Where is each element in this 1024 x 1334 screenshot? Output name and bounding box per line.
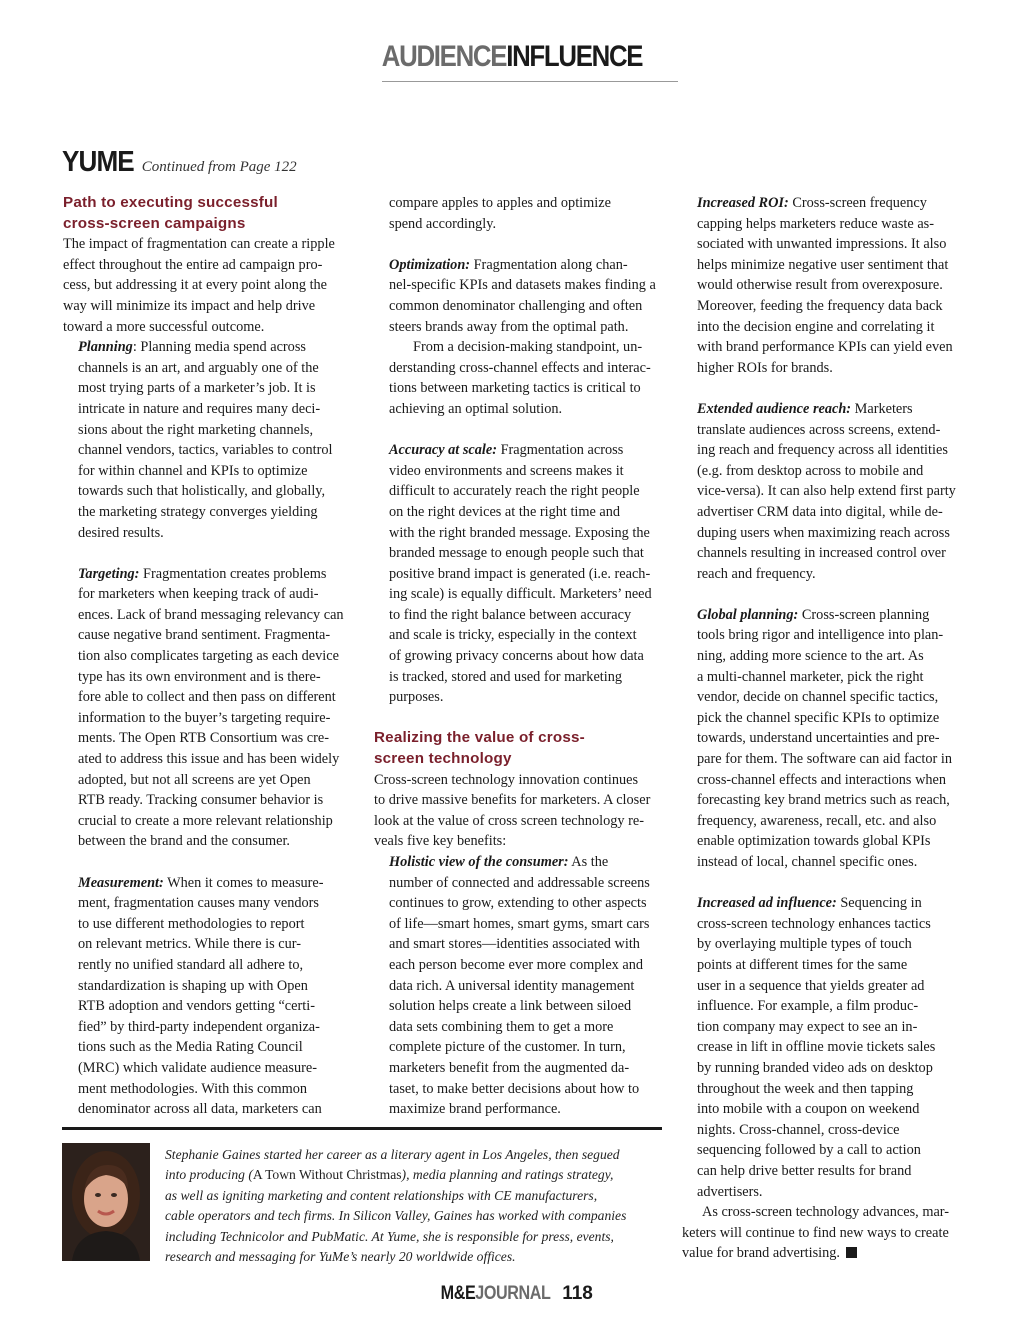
closing-paragraph: As cross-screen technology advances, mar- keters will continue to find new ways to create value for brand advertising. — [682, 1204, 950, 1262]
planning-paragraph: Planning: Planning media spend across channels is an art, and arguably one of the most trying parts of a marketer’s job. It is intricate in nature and requires many deci- sions about the right marketing channels, channel vendors, tactics, variables to control for within channel and KPIs to optimize towards such that holistically, and globally, the marketing strategy converges yielding desired results. — [78, 339, 333, 541]
global-paragraph: Global planning: Cross-screen planning tools bring rigor and intelligence into plan- ning, adding more science to the art. As a multi-channel marketer, pick the right vendor, decide on channel specific tactics, pick the channel specific KPIs to optimize towards, understand uncertainties and pre- pare for them. The software can aid factor in cross-channel effects and interactions when forecasting key brand metrics such as reach, frequency, awareness, recall, etc. and also enable optimization towards global KPIs instead of local, channel specific ones. — [697, 606, 952, 870]
column-3 — [682, 193, 982, 1264]
intro-paragraph: The impact of fragmentation can create a ripple effect throughout the entire ad campaign pro- cess, but addressing it at every point along the way will minimize its impact and help drive toward a more successful outcome. — [63, 236, 335, 335]
continued-note: Continued from Page 122 — [141, 159, 297, 175]
bio-divider — [62, 1127, 662, 1130]
author-bio: Stephanie Gaines started her career as a literary agent in Los Angeles, then segued into producing (A Town Without Christmas), media planning and ratings strategy, as well as igniting marketing and content relationships with CE manufacturers, cable operators and tech firms. In Silicon Valley, Gaines has worked with companies including Technicolor and PubMatic. At Yume, she is responsible for press, events, research and messaging for YuMe’s nearly 20 worldwide offices. — [165, 1147, 627, 1265]
end-mark-icon — [846, 1247, 857, 1258]
realizing-paragraph: Cross-screen technology innovation continues to drive massive benefits for marketers. A closer look at the value of cross screen technology re- veals five key benefits: — [374, 771, 651, 850]
masthead-rule — [382, 81, 678, 82]
masthead-audience: AUDIENCE — [381, 40, 507, 73]
company-name: YUME — [62, 146, 134, 178]
measurement-paragraph: Measurement: When it comes to measure- ment, fragmentation causes many vendors to use different methodologies to report on relevant metrics. While there is cur- rently no unified standard all adhere to, standardization is shaping up with Open RTB adoption and vendors getting “certi- fied” by third-party independent organiza- tions such as the Media Rating Council (MRC) which validate audience measure- ment methodologies. With this common denominator across all data, marketers can — [78, 874, 324, 1118]
section-heading: Path to executing successful cross-screen campaigns — [63, 194, 278, 232]
page-footer — [0, 1283, 1024, 1305]
masthead — [72, 40, 953, 74]
accuracy-paragraph: Accuracy at scale: Fragmentation across video environments and screens makes it difficult to accurately reach the right people on the right devices at the right time and with the right branded message. Exposing the branded message to enough people such that positive brand impact is generated (i.e. reach- ing scale) is equally difficult. Marketers’ need to find the right balance between accuracy and scale is tricky, especially in the context of growing privacy concerns about how data is tracked, stored and used for marketing purposes. — [389, 442, 652, 706]
roi-paragraph: Increased ROI: Cross-screen frequency capping helps marketers reduce waste as- sociated with unwanted impressions. It also helps minimize negative user sentiment that would otherwise result from overexposure. Moreover, feeding the frequency data back into the decision engine and correlating it with brand performance KPIs can yield even higher ROIs for brands. — [697, 195, 953, 376]
column-2 — [374, 193, 666, 1120]
optimization-paragraph: Optimization: Fragmentation along chan- nel-specific KPIs and datasets makes finding a common denominator challenging and often steers brands away from the optimal path. — [389, 256, 656, 335]
holistic-paragraph: Holistic view of the consumer: As the number of connected and addressable screens continues to grow, extending to other aspects of life—smart homes, smart gyms, smart cars and smart stores—identities associated with each person become ever more complex and data rich. A universal identity management solution helps create a link between siloed data sets combining them to get a more complete picture of the customer. In turn, marketers benefit from the augmented da- taset, to make better decisions about how to maximize brand performance. — [389, 854, 650, 1118]
masthead-influence: INFLUENCE — [506, 40, 643, 73]
author-photo — [62, 1143, 150, 1261]
page-number: 118 — [562, 1283, 593, 1304]
targeting-paragraph: Targeting: Fragmentation creates problems for marketers when keeping track of audi- ences. Lack of brand messaging relevancy can cause negative brand sentiment. Fragmenta- tion also complicates targeting as each device type has its own environment and is there- fore able to collect and then pass on different information to the buyer’s targeting require- ments. The Open RTB Consortium was cre- ated to address this issue and has been widely adopted, but not all screens are yet Open RTB ready. Tracking consumer behavior is crucial to create a more relevant relationship between the brand and the consumer. — [78, 565, 344, 850]
reach-paragraph: Extended audience reach: Marketers translate audiences across screens, extend- ing reach and frequency across all identities (e.g. from desktop across to mobile and vice-versa). It can also help extend first party advertiser CRM data into digital, while de- duping users when maximizing reach across channels resulting in increased control over reach and frequency. — [697, 400, 956, 582]
author-portrait-icon — [62, 1143, 150, 1261]
continued-paragraph: compare apples to apples and optimize spend accordingly. — [389, 195, 611, 232]
journal-name: M&EJOURNAL — [440, 1283, 551, 1304]
column-1 — [63, 193, 363, 1120]
decision-paragraph: From a decision-making standpoint, un- derstanding cross-channel effects and interac- tions between marketing tactics is critical to achieving an optimal solution. — [389, 339, 651, 417]
ad-influence-paragraph: Increased ad influence: Sequencing in cross-screen technology enhances tactics by overlaying multiple types of touch points at different times for the same user in a sequence that yields greater ad influence. For example, a film produc- tion company may expect to see an in- crease in lift in offline movie tickets sales by running branded video ads on desktop throughout the week and then tapping into mobile with a coupon on weekend nights. Cross-channel, cross-device sequencing followed by a call to action can help drive better results for brand advertisers. — [697, 895, 936, 1200]
article-header — [62, 146, 297, 179]
section-heading-realizing: Realizing the value of cross- screen technology — [374, 729, 585, 768]
